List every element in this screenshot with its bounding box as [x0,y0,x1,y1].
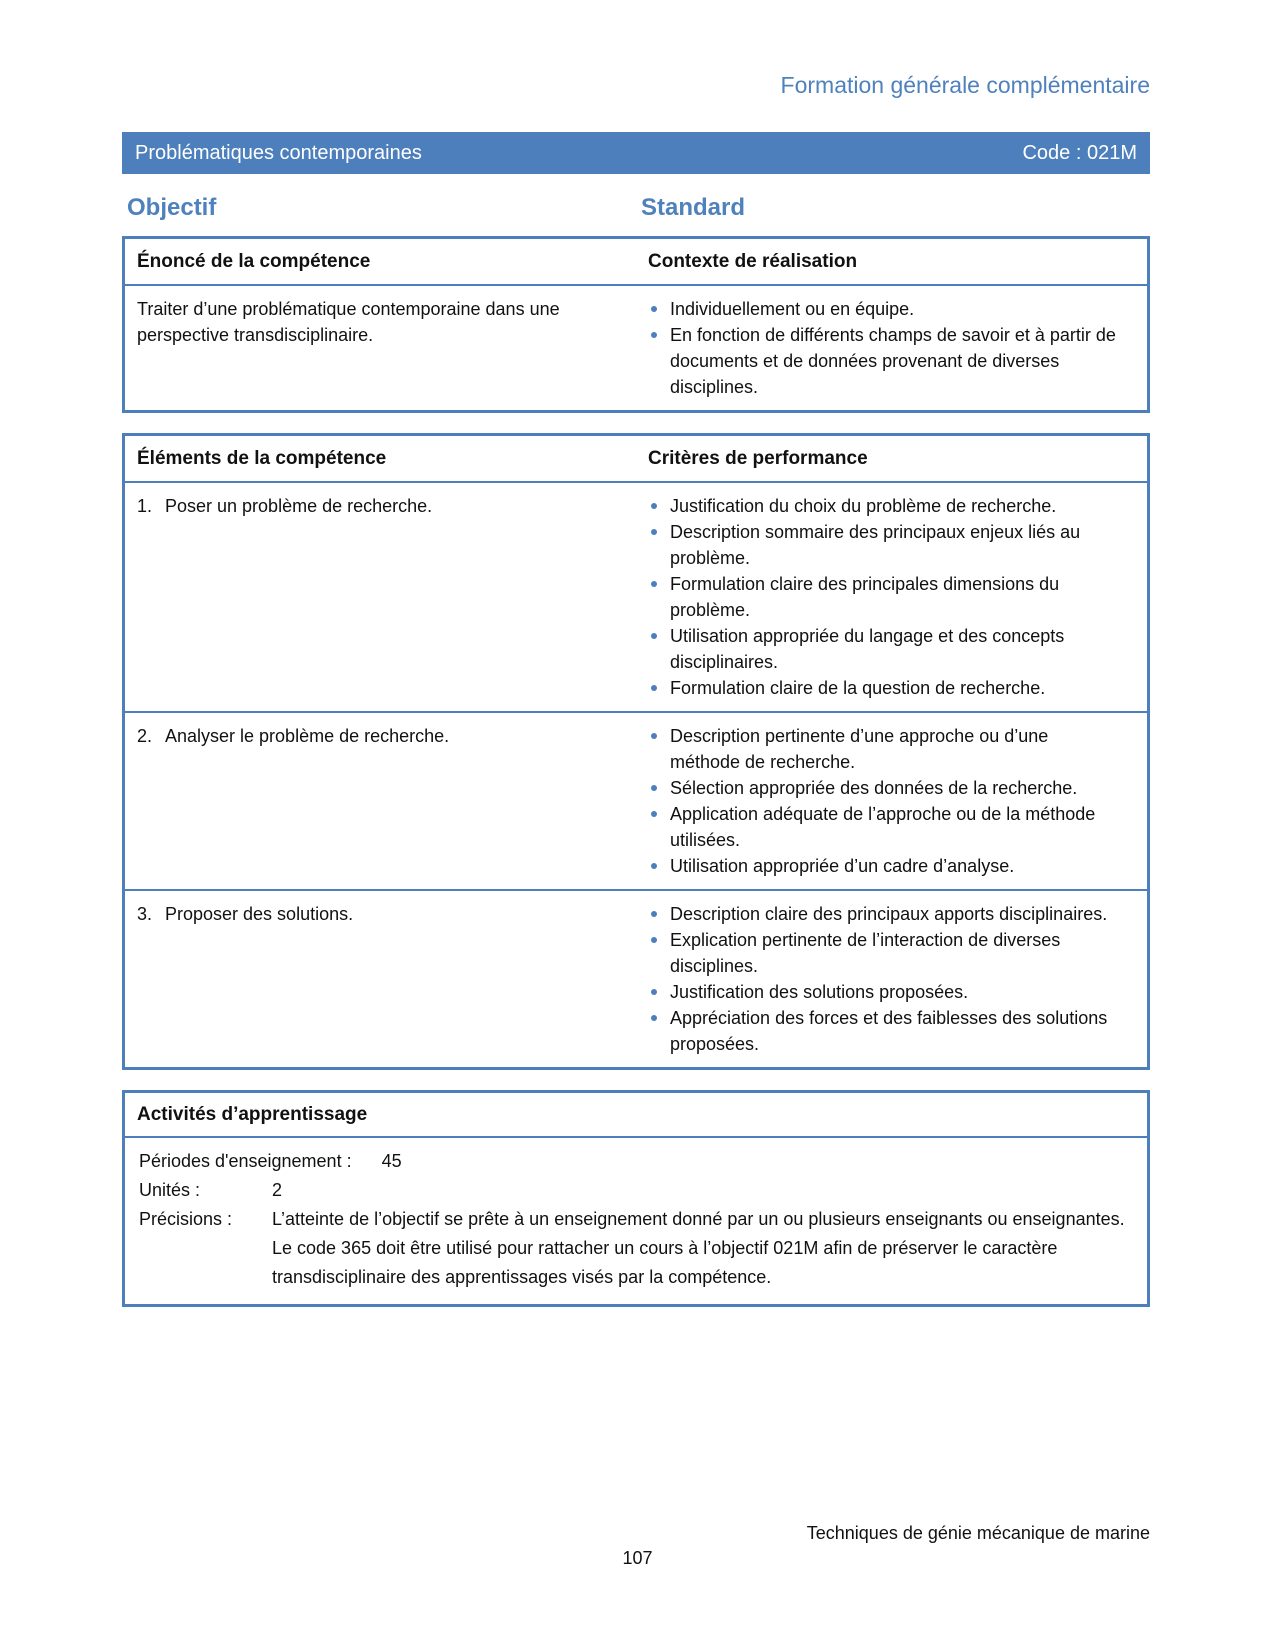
precisions-row [139,1205,1127,1292]
element-number: 2. [137,726,153,746]
course-title: Problématiques contemporaines [135,141,422,164]
page-content [122,0,1150,1307]
standard-heading: Standard [641,194,746,221]
course-code: Code : 021M [1022,141,1137,164]
elements-header: Éléments de la compétence [137,448,387,469]
page-number: 107 [622,1548,653,1568]
periods-row [139,1147,1127,1176]
precisions-text [272,1205,1127,1292]
bullet-item: Description claire des principaux apports disciplinaires. [648,901,1121,927]
criteria-bullet-list [648,723,1121,879]
criteria-bullet-list [648,901,1121,1057]
table-row [125,711,1147,889]
criteria-cell [636,483,1147,711]
element-number: 1. [137,496,153,516]
table-row [125,284,1147,410]
statement-context-table [122,236,1150,413]
section-headings [122,193,1150,223]
precisions-paragraph: L’atteinte de l’objectif se prête à un enseignement donné par un ou plusieurs enseignants ou enseignantes. [272,1209,1125,1229]
bullet-item: Formulation claire des principales dimensions du problème. [648,571,1121,623]
precisions-label: Précisions : [139,1209,233,1229]
footer-program-name: Techniques de génie mécanique de marine [806,1523,1150,1543]
criteria-bullet-list [648,493,1121,701]
periods-label: Périodes d'enseignement : [139,1151,352,1171]
bullet-item: Appréciation des forces et des faiblesses des solutions proposées. [648,1005,1121,1057]
bullet-item: Application adéquate de l’approche ou de la méthode utilisées. [648,801,1121,853]
bullet-item: Description sommaire des principaux enjeux liés au problème. [648,519,1121,571]
element-cell [125,483,636,711]
bullet-item: Description pertinente d’une approche ou d’une méthode de recherche. [648,723,1121,775]
criteria-header: Critères de performance [648,448,868,469]
context-cell [636,286,1147,410]
table-header-row [125,239,1147,284]
objectif-heading: Objectif [127,194,217,221]
bullet-item: Formulation claire de la question de recherche. [648,675,1121,701]
units-value: 2 [272,1180,283,1200]
element-number: 3. [137,904,153,924]
bullet-item: En fonction de différents champs de savoir et à partir de documents et de données provenant de diverses disciplines. [648,322,1121,400]
table-row [125,481,1147,711]
context-header: Contexte de réalisation [648,251,858,272]
table-header-row [125,436,1147,481]
bullet-item: Individuellement ou en équipe. [648,296,1121,322]
bullet-item: Justification des solutions proposées. [648,979,1121,1005]
activities-header: Activités d’apprentissage [125,1093,1147,1138]
context-bullet-list [648,296,1121,400]
activities-body [125,1138,1147,1304]
periods-value: 45 [381,1151,402,1171]
element-cell [125,891,636,1067]
units-row [139,1176,1127,1205]
precisions-paragraph: Le code 365 doit être utilisé pour rattacher un cours à l’objectif 021M afin de préserver le caractère transdisciplinaire des apprentissages visés par la compétence. [272,1238,1058,1287]
element-text: Analyser le problème de recherche. [165,726,450,746]
course-title-bar [122,132,1150,174]
bullet-item: Explication pertinente de l’interaction de diverses disciplines. [648,927,1121,979]
element-text: Proposer des solutions. [165,904,354,924]
bullet-item: Utilisation appropriée d’un cadre d’analyse. [648,853,1121,879]
element-text: Poser un problème de recherche. [165,496,433,516]
bullet-item: Sélection appropriée des données de la recherche. [648,775,1121,801]
competency-statement: Traiter d’une problématique contemporaine dans une perspective transdisciplinaire. [137,299,560,345]
bullet-item: Utilisation appropriée du langage et des concepts disciplinaires. [648,623,1121,675]
element-cell [125,713,636,889]
learning-activities-box [122,1090,1150,1307]
criteria-cell [636,713,1147,889]
statement-header: Énoncé de la compétence [137,251,371,272]
bullet-item: Justification du choix du problème de recherche. [648,493,1121,519]
running-header: Formation générale complémentaire [780,72,1150,98]
table-row [125,889,1147,1067]
elements-criteria-table [122,433,1150,1070]
units-label: Unités : [139,1180,201,1200]
criteria-cell [636,891,1147,1067]
